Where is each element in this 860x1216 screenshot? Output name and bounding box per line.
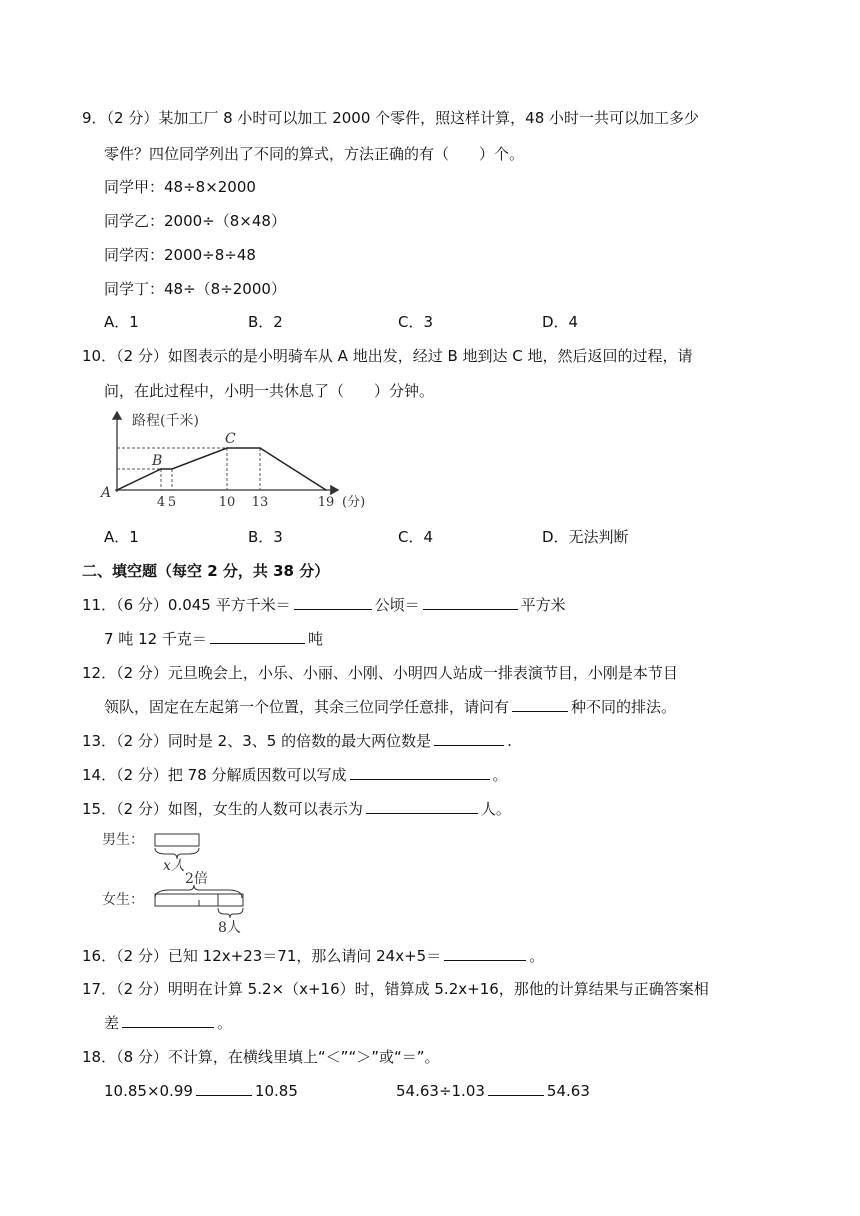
q9-formula-1: 同学甲：48÷8×2000 (104, 178, 256, 196)
q10-option-a: A．1 (104, 528, 139, 546)
q15-times-label: 2倍 (185, 871, 208, 887)
q11-blank-1[interactable] (294, 595, 372, 610)
q17-line-1: 17．（2 分）明明在计算 5.2×（x+16）时，错算成 5.2x+16，那他的计算结果与正确答案相 (82, 980, 709, 998)
q18-c1-text-b: 10.85 (254, 1082, 298, 1100)
q15-line (82, 799, 511, 819)
q13-line (82, 731, 512, 751)
q17-line-2 (104, 1013, 232, 1033)
q11-text-b: 公顷＝ (374, 596, 420, 614)
q18-blank-1[interactable] (196, 1081, 252, 1096)
q12-text-a: 领队，固定在左起第一个位置，其余三位同学任意排，请问有 (104, 698, 510, 716)
q10-route-point-4 (259, 447, 261, 449)
q10-route-point-2 (171, 468, 173, 470)
q10-point-b-label: B (152, 453, 163, 469)
q13-blank[interactable] (434, 731, 504, 746)
q10-route-point-3 (226, 447, 228, 449)
q15-blank[interactable] (366, 799, 478, 814)
q10-route-point-5 (325, 489, 327, 491)
q15-girls-label: 女生： (102, 892, 144, 908)
q10-line-1: 10．（2 分）如图表示的是小明骑车从 A 地出发，经过 B 地到达 C 地，然后返回的过程，请 (82, 347, 693, 365)
q11-text-e: 吨 (307, 630, 323, 648)
q12-text-b: 种不同的排法。 (571, 698, 677, 716)
q10-x-tick-4: 19 (317, 495, 335, 510)
q13-text-a: 13．（2 分）同时是 2、3、5 的倍数的最大两位数是 (82, 732, 432, 750)
q9-formula-2: 同学乙：2000÷（8×48） (104, 212, 286, 230)
q18-c2-text-b: 54.63 (546, 1082, 590, 1100)
q17-blank[interactable] (122, 1013, 214, 1028)
q15-bar-diagram (100, 826, 250, 936)
q9-option-d: D．4 (542, 313, 579, 331)
q15-boys-label: 男生： (102, 832, 144, 848)
q11-blank-2[interactable] (423, 595, 518, 610)
q10-line-2: 问，在此过程中，小明一共休息了（ ）分钟。 (104, 382, 435, 400)
q15-boys-x-label: x人 (163, 858, 185, 874)
q9-option-b: B．2 (248, 313, 283, 331)
q18-c2-text-a: 54.63÷1.03 (396, 1082, 485, 1100)
q18-compare-2 (396, 1081, 590, 1101)
q12-line-2 (104, 697, 676, 717)
q9-line-2: 零件？四位同学列出了不同的算式，方法正确的有（ ）个。 (104, 145, 525, 163)
q9-formula-3: 同学丙：2000÷8÷48 (104, 246, 256, 264)
q15-text-a: 15．（2 分）如图，女生的人数可以表示为 (82, 800, 363, 818)
q9-formula-4: 同学丁：48÷（8÷2000） (104, 280, 286, 298)
q18-compare-1 (104, 1081, 298, 1101)
q11-line-2 (104, 629, 323, 649)
q11-blank-3[interactable] (210, 629, 305, 644)
q12-line-1: 12．（2 分）元旦晚会上，小乐、小丽、小刚、小明四人站成一排表演节目，小刚是本节目 (82, 664, 678, 682)
q10-option-b: B．3 (248, 528, 283, 546)
q17-text-a: 差 (104, 1014, 120, 1032)
q10-x-tick-0: 4 (156, 495, 166, 510)
q10-point-a-label: A (101, 485, 112, 501)
q15-extra-bar (218, 894, 243, 906)
q10-route-point-0 (116, 489, 118, 491)
q16-line (82, 946, 544, 966)
q10-point-c-label: C (225, 431, 236, 447)
q12-blank[interactable] (512, 697, 568, 712)
q10-xlabel: (分) (342, 495, 366, 510)
q10-distance-time-chart (100, 408, 380, 514)
q15-boys-bar (155, 834, 199, 846)
q18-c1-text-a: 10.85×0.99 (104, 1082, 193, 1100)
q16-text-a: 16．（2 分）已知 12x+23＝71，那么请问 24x+5＝ (82, 947, 442, 965)
q14-text-a: 14．（2 分）把 78 分解质因数可以写成 (82, 766, 347, 784)
q11-text-d: 7 吨 12 千克＝ (104, 630, 207, 648)
section-2-heading: 二、填空题（每空 2 分，共 38 分） (82, 562, 330, 580)
q14-blank[interactable] (350, 765, 490, 780)
q14-text-b: 。 (492, 766, 508, 784)
q18-blank-2[interactable] (488, 1081, 544, 1096)
q15-text-b: 人。 (480, 800, 511, 818)
q18-line-1: 18．（8 分）不计算，在横线里填上“＜”“＞”或“＝”。 (82, 1048, 440, 1066)
q11-text-a: 11．（6 分）0.045 平方千米＝ (82, 596, 291, 614)
q9-line-1: 9．（2 分）某加工厂 8 小时可以加工 2000 个零件，照这样计算，48 小时一共可以加工多少 (82, 109, 700, 127)
q10-option-c: C．4 (398, 528, 434, 546)
q9-option-c: C．3 (398, 313, 434, 331)
q17-text-b: 。 (217, 1014, 233, 1032)
q10-x-tick-2: 10 (218, 495, 236, 510)
q10-ylabel: 路程(千米) (132, 413, 199, 429)
q11-text-c: 平方米 (520, 596, 566, 614)
q16-text-b: 。 (529, 947, 545, 965)
q13-text-b: . (507, 732, 512, 750)
q14-line (82, 765, 508, 785)
q10-x-tick-1: 5 (167, 495, 177, 510)
q11-line-1 (82, 595, 566, 615)
q9-option-a: A．1 (104, 313, 139, 331)
q16-blank[interactable] (444, 946, 526, 961)
q10-option-d: D．无法判断 (542, 528, 629, 546)
q10-x-tick-3: 13 (251, 495, 269, 510)
q15-extra-label: 8人 (218, 920, 241, 936)
